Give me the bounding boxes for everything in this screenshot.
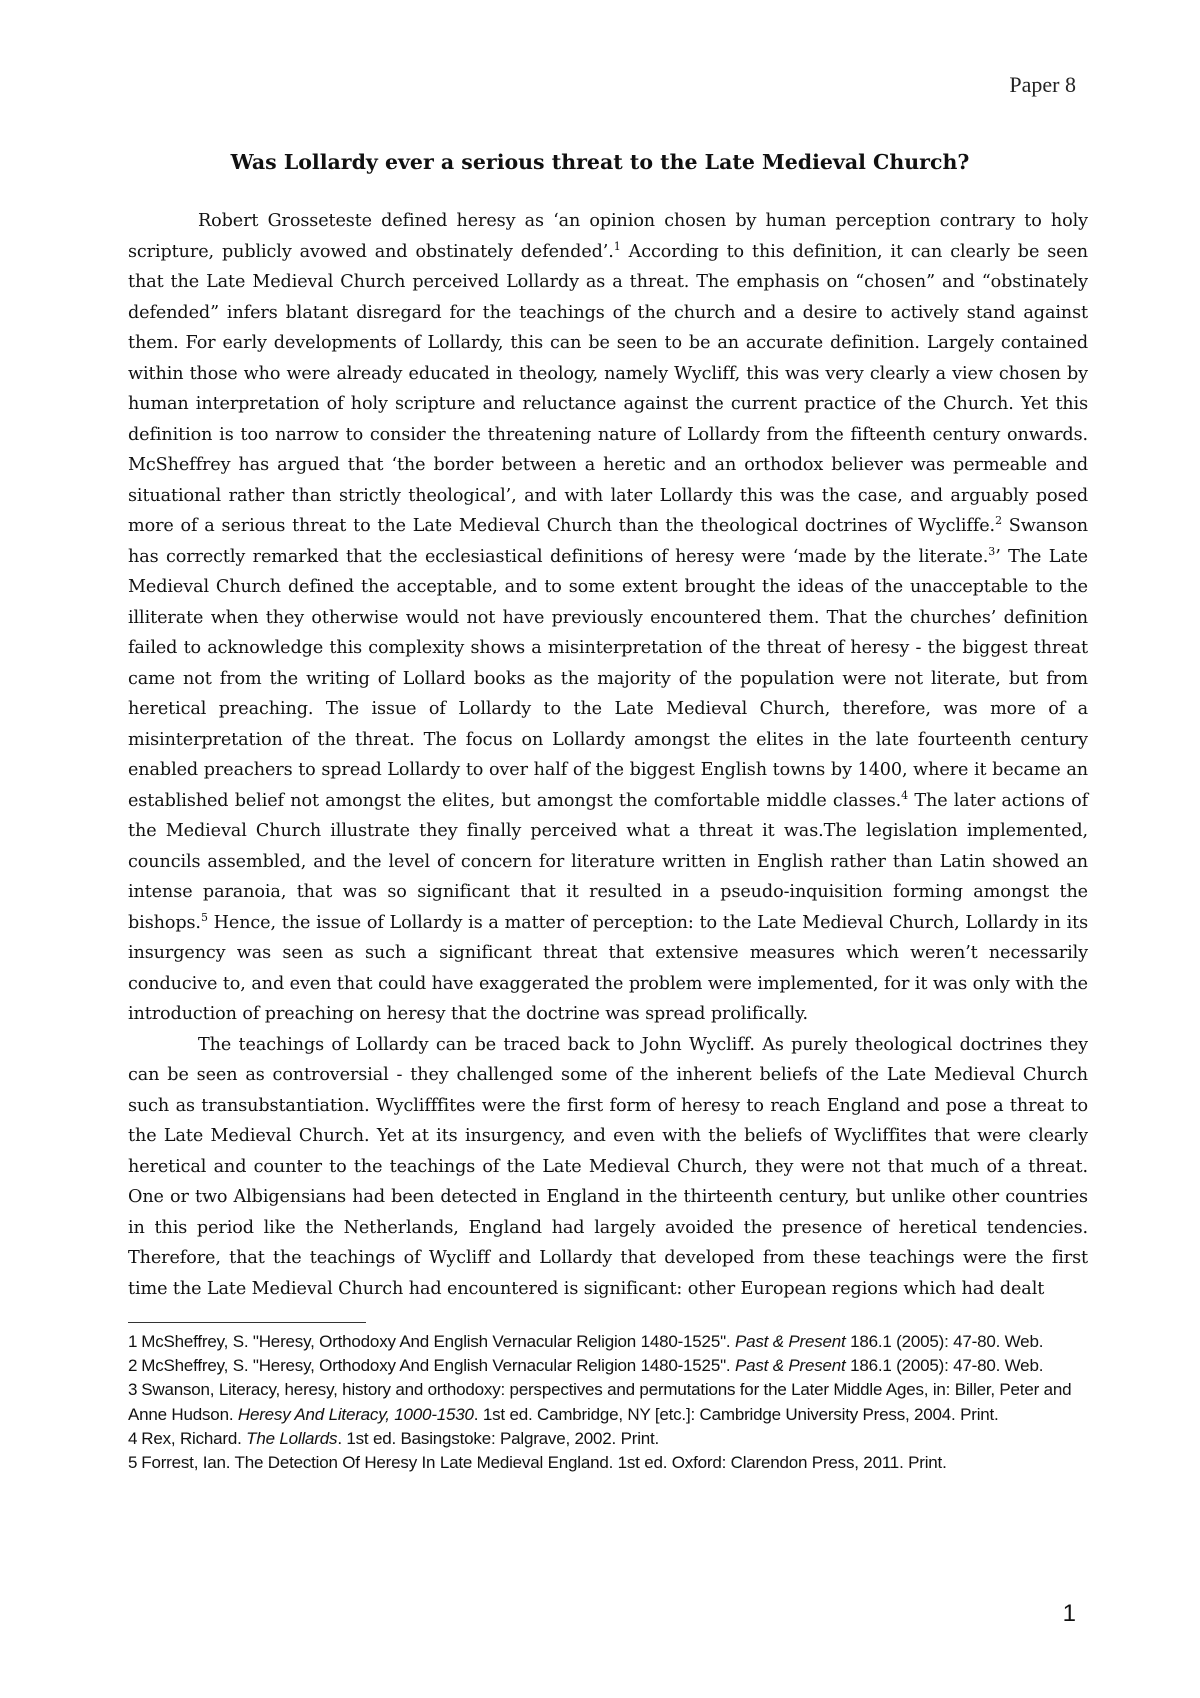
page-number: 1 <box>1062 1600 1076 1627</box>
paragraph-text: ’ The Late Medieval Church defined the acceptable, and to some extent brought the ideas of the unacceptable to the illiterate when they otherwise would not have previously encountered them. That the churches’ definition failed to acknowledge this complexity shows a misinterpretation of the threat of heresy - the biggest threat came not from the writing of Lollard books as the majority of the population were not literate, but from heretical preaching. The issue of Lollardy to the Late Medieval Church, therefore, was more of a misinterpretation of the threat. The focus on Lollardy amongst the elites in the late fourteenth century enabled preachers to spread Lollardy to over half of the biggest English towns by 1400, where it became an established belief not amongst the elites, but amongst the comfortable middle classes. <box>128 546 1088 811</box>
footnote <box>128 1330 1088 1354</box>
footnote-marker: 2 <box>995 514 1002 527</box>
footnote-number: 1 <box>128 1332 138 1351</box>
footnote-number: 3 <box>128 1380 138 1400</box>
footnote <box>128 1378 1088 1426</box>
footnote-number: 5 <box>128 1453 138 1473</box>
footnote-italic-title: Heresy And Literacy, 1000-1530 <box>237 1404 474 1424</box>
footnote-text: Rex, Richard. <box>141 1428 247 1448</box>
footnote-italic-title: Past & Present <box>734 1356 846 1376</box>
essay-title: Was Lollardy ever a serious threat to the Late Medieval Church? <box>230 150 970 174</box>
footnote <box>128 1451 1088 1475</box>
paragraph-text: Robert Grosseteste defined heresy as ‘an opinion chosen by human perception contrary to holy scripture, publicly avowed and obstinately defended’. <box>128 211 1088 262</box>
essay-body <box>128 206 1088 1304</box>
paragraph-text: The teachings of Lollardy can be traced back to John Wycliff. As purely theological doctrines they can be seen as controversial - they challenged some of the inherent beliefs of the Late Medieval Church such as transubstantiation. Wyclifffites were the first form of heresy to reach England and pose a threat to the Late Medieval Church. Yet at its insurgency, and even with the beliefs of Wycliffites that were clearly heretical and counter to the teachings of the Late Medieval Church, they were not that much of a threat. One or two Albigensians had been detected in England in the thirteenth century, but unlike other countries in this period like the Netherlands, England had largely avoided the presence of heretical tendencies. Therefore, that the teachings of Wycliff and Lollardy that developed from these teachings were the first time the Late Medieval Church had encountered is significant: other European regions which had dealt <box>128 1034 1088 1299</box>
paragraph <box>128 1030 1088 1305</box>
paragraph-text: Swanson has correctly remarked that the ecclesiastical definitions of heresy were ‘made by the literate. <box>128 516 1088 567</box>
footnote-text: 186.1 (2005): 47-80. Web. <box>845 1332 1044 1351</box>
footnote-italic-title: The Lollards <box>246 1428 338 1448</box>
paragraph-text: According to this definition, it can clearly be seen that the Late Medieval Church perceived Lollardy as a threat. The emphasis on “chosen” and “obstinately defended” infers blatant disregard for the teachings of the church and a desire to actively stand against them. For early developments of Lollardy, this can be seen to be an accurate definition. Largely contained within those who were already educated in theology, namely Wycliff, this was very clearly a view chosen by human interpretation of holy scripture and reluctance against the current practice of the Church. Yet this definition is too narrow to consider the threatening nature of Lollardy from the fifteenth century onwards. McSheffrey has argued that ‘the border between a heretic and an orthodox believer was permeable and situational rather than strictly theological’, and with later Lollardy this was the case, and arguably posed more of a serious threat to the Late Medieval Church than the theological doctrines of Wycliffe. <box>128 241 1088 536</box>
paragraph <box>128 206 1088 1030</box>
footnote-italic-title: Past & Present <box>734 1332 846 1351</box>
footnote-text: 186.1 (2005): 47-80. Web. <box>845 1356 1044 1376</box>
footnote-text: McSheffrey, S. "Heresy, Orthodoxy And English Vernacular Religion 1480-1525". <box>141 1356 735 1376</box>
footnote-marker: 4 <box>901 788 909 802</box>
paper-label: Paper 8 <box>1009 72 1076 97</box>
footnote-text: . 1st ed. Basingstoke: Palgrave, 2002. Print. <box>337 1428 660 1448</box>
footnote-marker: 5 <box>200 910 208 924</box>
footnote-text: Swanson, Literacy, heresy, history and orthodoxy: perspectives and permutations for the Later Middle Ages, in: Biller, Peter and Anne Hudson. <box>128 1380 1072 1424</box>
paragraph-text: Hence, the issue of Lollardy is a matter of perception: to the Late Medieval Church, Lollardy in its insurgency was seen as such a significant threat that extensive measures which weren’t necessarily conducive to, and even that could have exaggerated the problem were implemented, for it was only with the introduction of preaching on heresy that the doctrine was spread prolifically. <box>128 912 1088 1024</box>
paragraph-text: The later actions of the Medieval Church illustrate they finally perceived what a threat it was.The legislation implemented, councils assembled, and the level of concern for literature written in English rather than Latin showed an intense paranoia, that was so significant that it resulted in a pseudo-inquisition forming amongst the bishops. <box>128 790 1088 933</box>
footnote-number: 2 <box>128 1356 138 1376</box>
footnote <box>128 1354 1088 1378</box>
footnote-marker: 3 <box>988 544 996 558</box>
footnotes <box>128 1330 1088 1475</box>
footnote-marker: 1 <box>613 239 621 253</box>
footnote-number: 4 <box>128 1428 138 1448</box>
footnote-separator <box>128 1322 366 1323</box>
footnote-text: McSheffrey, S. "Heresy, Orthodoxy And English Vernacular Religion 1480-1525". <box>141 1332 735 1351</box>
footnote-text: Forrest, Ian. The Detection Of Heresy In Late Medieval England. 1st ed. Oxford: Clarendon Press, 2011. Print. <box>141 1453 947 1473</box>
footnote <box>128 1427 1088 1451</box>
footnote-text: . 1st ed. Cambridge, NY [etc.]: Cambridge University Press, 2004. Print. <box>473 1404 999 1424</box>
